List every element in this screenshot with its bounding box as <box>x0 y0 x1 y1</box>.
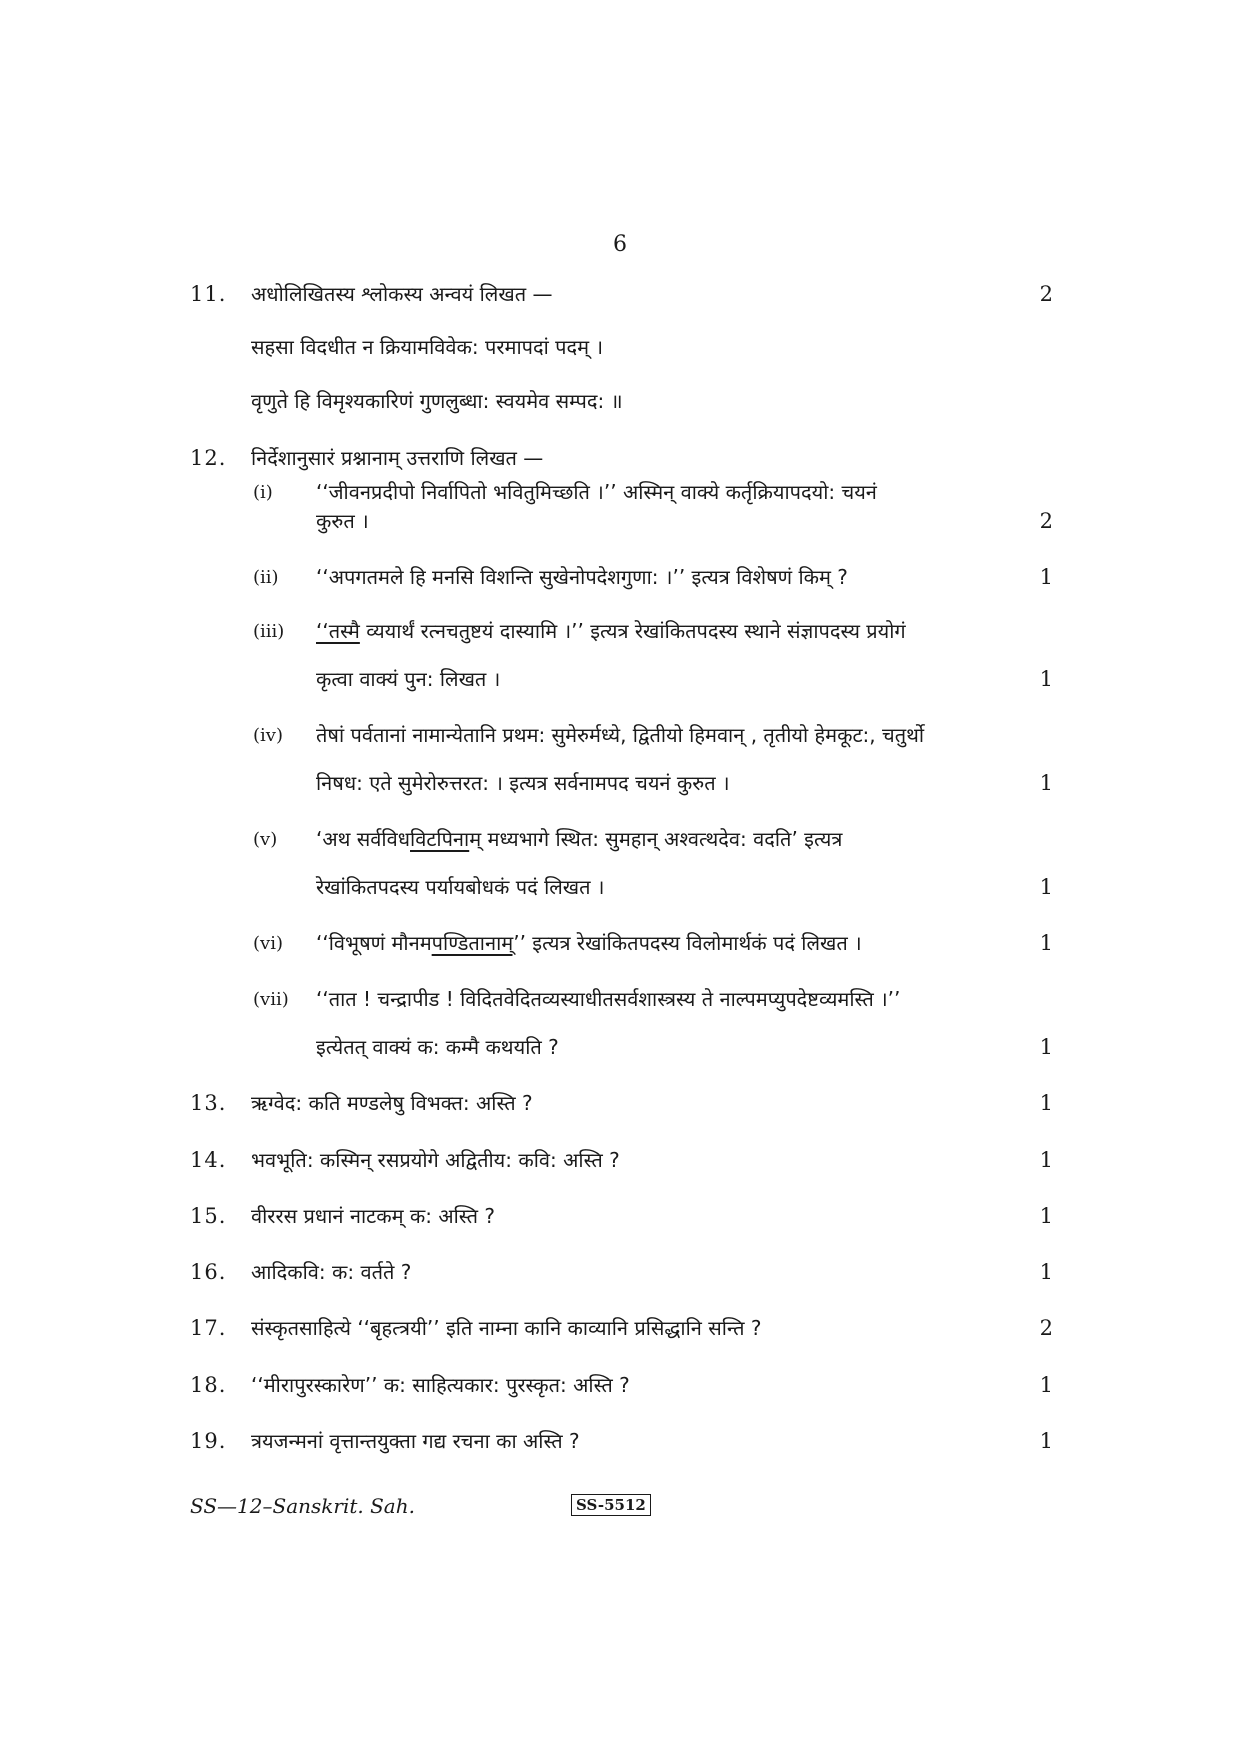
question-text: त्रयजन्मनां वृत्तान्तयुक्ता गद्य रचना का अस्ति ? <box>251 1429 580 1453</box>
question-number: 15. <box>190 1204 227 1228</box>
question-text: ऋग्वेद: कति मण्डलेषु विभक्त: अस्ति ? <box>251 1091 533 1115</box>
marks: 2 <box>1039 1316 1053 1340</box>
sub-question-number: (vi) <box>253 933 283 954</box>
sub-question-text-part: ‘‘विभूषणं मौनम <box>316 931 432 955</box>
sub-question-text: ‘‘तात ! चन्द्रापीड ! विदितवेदितव्यस्याधीतसर्वशास्त्रस्य ते नाल्पमप्युपदेष्टव्यमस्ति ।’’ <box>316 987 901 1011</box>
sub-question-number: (vii) <box>253 989 289 1010</box>
sub-question-text: रेखांकितपदस्य पर्यायबोधकं पदं लिखत । <box>316 875 605 899</box>
question-text: भवभूति: कस्मिन् रसप्रयोगे अद्वितीय: कवि: अस्ति ? <box>251 1148 620 1172</box>
sub-question-text: कुरुत । <box>316 509 369 533</box>
question-number: 11. <box>190 282 227 306</box>
question-number: 17. <box>190 1316 227 1340</box>
underlined-word: पण्डितानाम् <box>431 931 514 955</box>
question-number: 18. <box>190 1373 227 1397</box>
verse-line: वृणुते हि विमृश्यकारिणं गुणलुब्धा: स्वयमेव सम्पद: ॥ <box>251 389 623 413</box>
sub-question-number: (i) <box>253 482 273 503</box>
question-number: 14. <box>190 1148 227 1172</box>
marks: 1 <box>1039 1204 1053 1228</box>
sub-question-number: (ii) <box>253 567 279 588</box>
marks: 1 <box>1039 1148 1053 1172</box>
marks: 1 <box>1039 931 1053 955</box>
sub-question-text-rest: व्ययार्थं रत्नचतुष्टयं दास्यामि ।’’ इत्यत्र रेखांकितपदस्य स्थाने संज्ञापदस्य प्रयोगं <box>359 619 906 643</box>
sub-question-text: इत्येतत् वाक्यं क: कम्मै कथयति ? <box>316 1035 559 1059</box>
question-number: 16. <box>190 1260 227 1284</box>
sub-question-number: (v) <box>253 829 278 850</box>
sub-question-text: तेषां पर्वतानां नामान्येतानि प्रथम: सुमेरुर्मध्ये, द्वितीयो हिमवान् , तृतीयो हेमकूट:, चतुर्थो <box>316 723 925 747</box>
question-text: संस्कृतसाहित्ये ‘‘बृहत्त्रयी’’ इति नाम्ना कानि काव्यानि प्रसिद्धानि सन्ति ? <box>251 1316 762 1340</box>
sub-question-number: (iii) <box>253 621 285 642</box>
paper-code-box: SS-5512 <box>571 1494 651 1516</box>
marks: 2 <box>1039 282 1053 306</box>
marks: 1 <box>1039 1429 1053 1453</box>
paper-code: SS—12–Sanskrit. Sah. <box>190 1494 415 1518</box>
sub-question-text: निषध: एते सुमेरोरुत्तरत: । इत्यत्र सर्वनामपद चयनं कुरुत । <box>316 771 730 795</box>
marks: 1 <box>1039 1260 1053 1284</box>
sub-question-text: ‘‘अपगतमले हि मनसि विशन्ति सुखेनोपदेशगुणा: ।’’ इत्यत्र विशेषणं किम् ? <box>316 565 848 589</box>
marks: 1 <box>1039 771 1053 795</box>
question-text: ‘‘मीरापुरस्कारेण’’ क: साहित्यकार: पुरस्कृत: अस्ति ? <box>251 1373 630 1397</box>
question-text: आदिकवि: क: वर्तते ? <box>251 1260 412 1284</box>
sub-question-text-part: ’’ इत्यत्र रेखांकितपदस्य विलोमार्थकं पदं लिखत । <box>513 931 862 955</box>
sub-question-text-part: म् मध्यभागे स्थित: सुमहान् अश्वत्थदेव: वदति’ इत्यत्र <box>469 827 843 851</box>
marks: 1 <box>1039 1091 1053 1115</box>
page-number: 6 <box>613 232 627 257</box>
underlined-word: विटपिना <box>410 827 470 851</box>
question-text: वीररस प्रधानं नाटकम् क: अस्ति ? <box>251 1204 495 1228</box>
marks: 1 <box>1039 667 1053 691</box>
marks: 1 <box>1039 1035 1053 1059</box>
sub-question-number: (iv) <box>253 725 283 746</box>
sub-question-text: कृत्वा वाक्यं पुन: लिखत । <box>316 667 501 691</box>
sub-question-text <box>316 825 842 852</box>
question-number: 19. <box>190 1429 227 1453</box>
sub-question-text <box>316 929 862 956</box>
question-number: 12. <box>190 446 227 470</box>
question-number: 13. <box>190 1091 227 1115</box>
question-text: निर्देशानुसारं प्रश्नानाम् उत्तराणि लिखत — <box>251 446 544 470</box>
underlined-word: ‘‘तस्मै <box>316 619 360 643</box>
marks: 1 <box>1039 565 1053 589</box>
sub-question-text <box>316 617 906 644</box>
question-text: अधोलिखितस्य श्लोकस्य अन्वयं लिखत — <box>251 282 553 306</box>
marks: 2 <box>1039 509 1053 533</box>
sub-question-text: ‘‘जीवनप्रदीपो निर्वापितो भवितुमिच्छति ।’’ अस्मिन् वाक्ये कर्तृक्रियापदयो: चयनं <box>316 480 877 504</box>
sub-question-text-part: ‘अथ सर्वविध <box>316 827 411 851</box>
marks: 1 <box>1039 875 1053 899</box>
verse-line: सहसा विदधीत न क्रियामविवेक: परमापदां पदम् । <box>251 335 604 359</box>
marks: 1 <box>1039 1373 1053 1397</box>
